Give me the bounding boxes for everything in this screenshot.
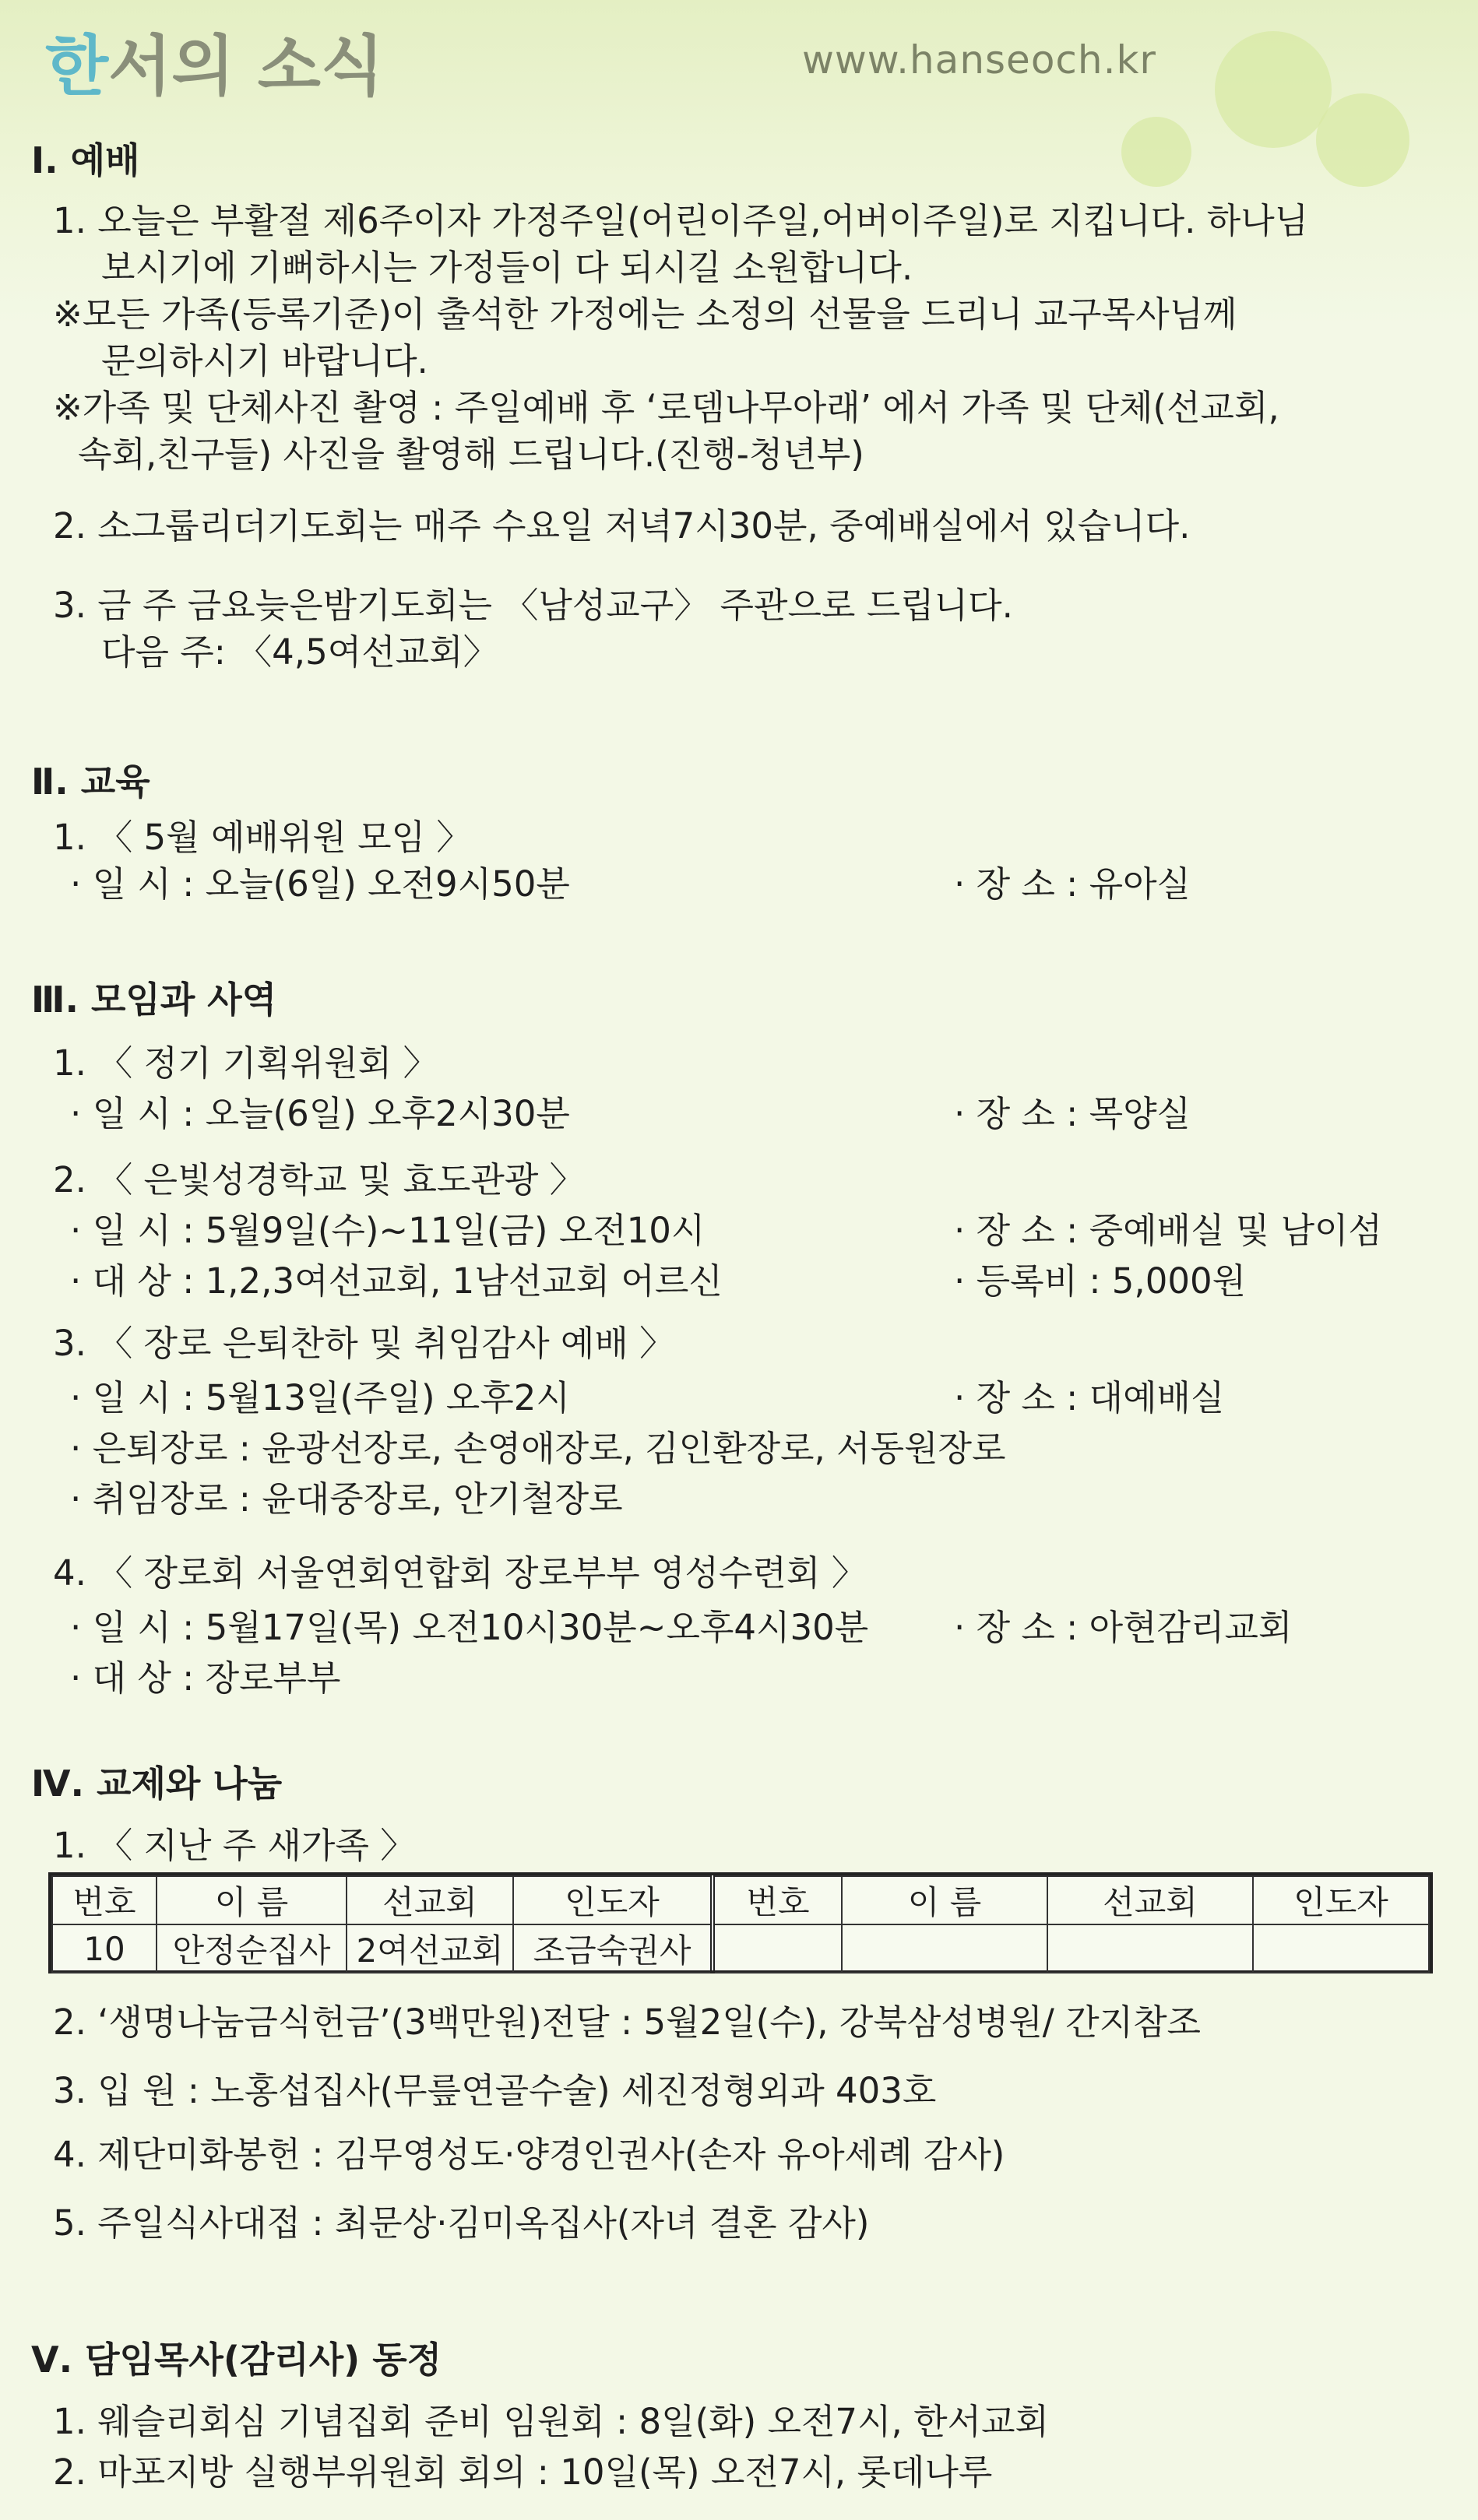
table-row [52,1924,1429,1973]
meeting-item-2-place: · 장 소 : 중예배실 및 남이섬 [954,1210,1382,1251]
meeting-item-4-place: · 장 소 : 아현감리교회 [954,1607,1293,1648]
section-worship-title: Ⅰ. 예배 [31,139,140,181]
table-header-cell: 이 름 [157,1876,347,1924]
table-header-cell: 인도자 [1253,1876,1429,1924]
table-cell: 조금숙권사 [513,1924,713,1973]
meeting-item-4: 4. 〈 장로회 서울연회연합회 장로부부 영성수련회 〉 [53,1552,867,1594]
worship-note-1-cont: 문의하시기 바랍니다. [101,340,428,381]
table-cell [713,1924,842,1973]
meeting-item-3-time: · 일 시 : 5월13일(주일) 오후2시 [70,1377,570,1418]
meeting-item-3-retiring: · 은퇴장로 : 윤광선장로, 손영애장로, 김인환장로, 서동원장로 [70,1428,1006,1469]
worship-item-1: 1. 오늘은 부활절 제6주이자 가정주일(어린이주일,어버이주일)로 지킵니다. 하나님 [53,200,1309,241]
worship-item-2: 2. 소그룹리더기도회는 매주 수요일 저녁7시30분, 중예배실에서 있습니다. [53,505,1191,547]
table-cell [1253,1924,1429,1973]
pastor-item-1: 1. 웨슬리회심 기념집회 준비 임원회 : 8일(화) 오전7시, 한서교회 [53,2401,1050,2442]
newsletter-header [0,0,1478,117]
fellowship-item-2: 2. ‘생명나눔금식헌금’(3백만원)전달 : 5월2일(수), 강북삼성병원/ 간지참조 [53,2002,1202,2043]
worship-note-1: ※모든 가족(등록기준)이 출석한 가정에는 소정의 선물을 드리니 교구목사님께 [53,293,1237,335]
education-item-1-place: · 장 소 : 유아실 [954,863,1191,905]
worship-note-2-cont: 속회,친구들) 사진을 촬영해 드립니다.(진행-청년부) [78,434,864,475]
fellowship-item-5: 5. 주일식사대접 : 최문상·김미옥집사(자녀 결혼 감사) [53,2202,870,2244]
table-cell [1047,1924,1253,1973]
flower-decoration [1121,117,1191,187]
table-cell: 안정순집사 [157,1924,347,1973]
fellowship-item-4: 4. 제단미화봉헌 : 김무영성도·양경인권사(손자 유아세례 감사) [53,2134,1005,2175]
church-website-url[interactable]: www.hanseoch.kr [802,37,1156,83]
section-pastor-title: Ⅴ. 담임목사(감리사) 동정 [31,2339,442,2381]
table-cell: 10 [52,1924,157,1973]
table-header-cell: 번호 [713,1876,842,1924]
fellowship-item-3: 3. 입 원 : 노홍섭집사(무릎연골수술) 세진정형외과 403호 [53,2070,937,2111]
new-family-table [48,1872,1433,1973]
section-fellowship-title: Ⅳ. 교제와 나눔 [31,1763,283,1805]
meeting-item-2-target: · 대 상 : 1,2,3여선교회, 1남선교회 어르신 [70,1260,723,1302]
table-header-cell: 선교회 [1047,1876,1253,1924]
meeting-item-3-place: · 장 소 : 대예배실 [954,1377,1225,1418]
meeting-item-1-time: · 일 시 : 오늘(6일) 오후2시30분 [70,1093,570,1134]
fellowship-item-1: 1. 〈 지난 주 새가족 〉 [53,1825,416,1866]
meeting-item-3-installed: · 취임장로 : 윤대중장로, 안기철장로 [70,1478,623,1520]
worship-item-3-cont: 다음 주: 〈4,5여선교회〉 [101,631,498,673]
meeting-item-1-place: · 장 소 : 목양실 [954,1093,1191,1134]
pastor-item-2: 2. 마포지방 실행부위원회 회의 : 10일(목) 오전7시, 롯데나루 [53,2451,993,2493]
table-header-cell: 선교회 [347,1876,513,1924]
table-header-row [52,1876,1429,1924]
meeting-item-1: 1. 〈 정기 기획위원회 〉 [53,1042,438,1084]
worship-item-3: 3. 금 주 금요늦은밤기도회는 〈남성교구〉 주관으로 드립니다. [53,585,1013,626]
meeting-item-4-target: · 대 상 : 장로부부 [70,1657,341,1699]
worship-item-1-cont: 보시기에 기뻐하시는 가정들이 다 되시길 소원합니다. [101,247,913,288]
education-item-1: 1. 〈 5월 예배위원 모임 〉 [53,817,472,858]
meeting-item-2-fee: · 등록비 : 5,000원 [954,1260,1247,1302]
worship-note-2: ※가족 및 단체사진 촬영 : 주일예배 후 ‘로뎀나무아래’ 에서 가족 및 단체(선교회, [53,387,1279,428]
newsletter-title: 한서의 소식 [45,28,384,104]
meeting-item-3: 3. 〈 장로 은퇴찬하 및 취임감사 예배 〉 [53,1323,675,1364]
table-header-cell: 이 름 [842,1876,1047,1924]
section-meetings-title: Ⅲ. 모임과 사역 [31,979,277,1021]
education-item-1-time: · 일 시 : 오늘(6일) 오전9시50분 [70,863,570,905]
table-header-cell: 번호 [52,1876,157,1924]
table-cell: 2여선교회 [347,1924,513,1973]
table-header-cell: 인도자 [513,1876,713,1924]
meeting-item-2: 2. 〈 은빛성경학교 및 효도관광 〉 [53,1159,585,1200]
meeting-item-2-time: · 일 시 : 5월9일(수)~11일(금) 오전10시 [70,1210,706,1251]
meeting-item-4-time: · 일 시 : 5월17일(목) 오전10시30분~오후4시30분 [70,1607,869,1648]
section-education-title: Ⅱ. 교육 [31,761,150,803]
table-cell [842,1924,1047,1973]
